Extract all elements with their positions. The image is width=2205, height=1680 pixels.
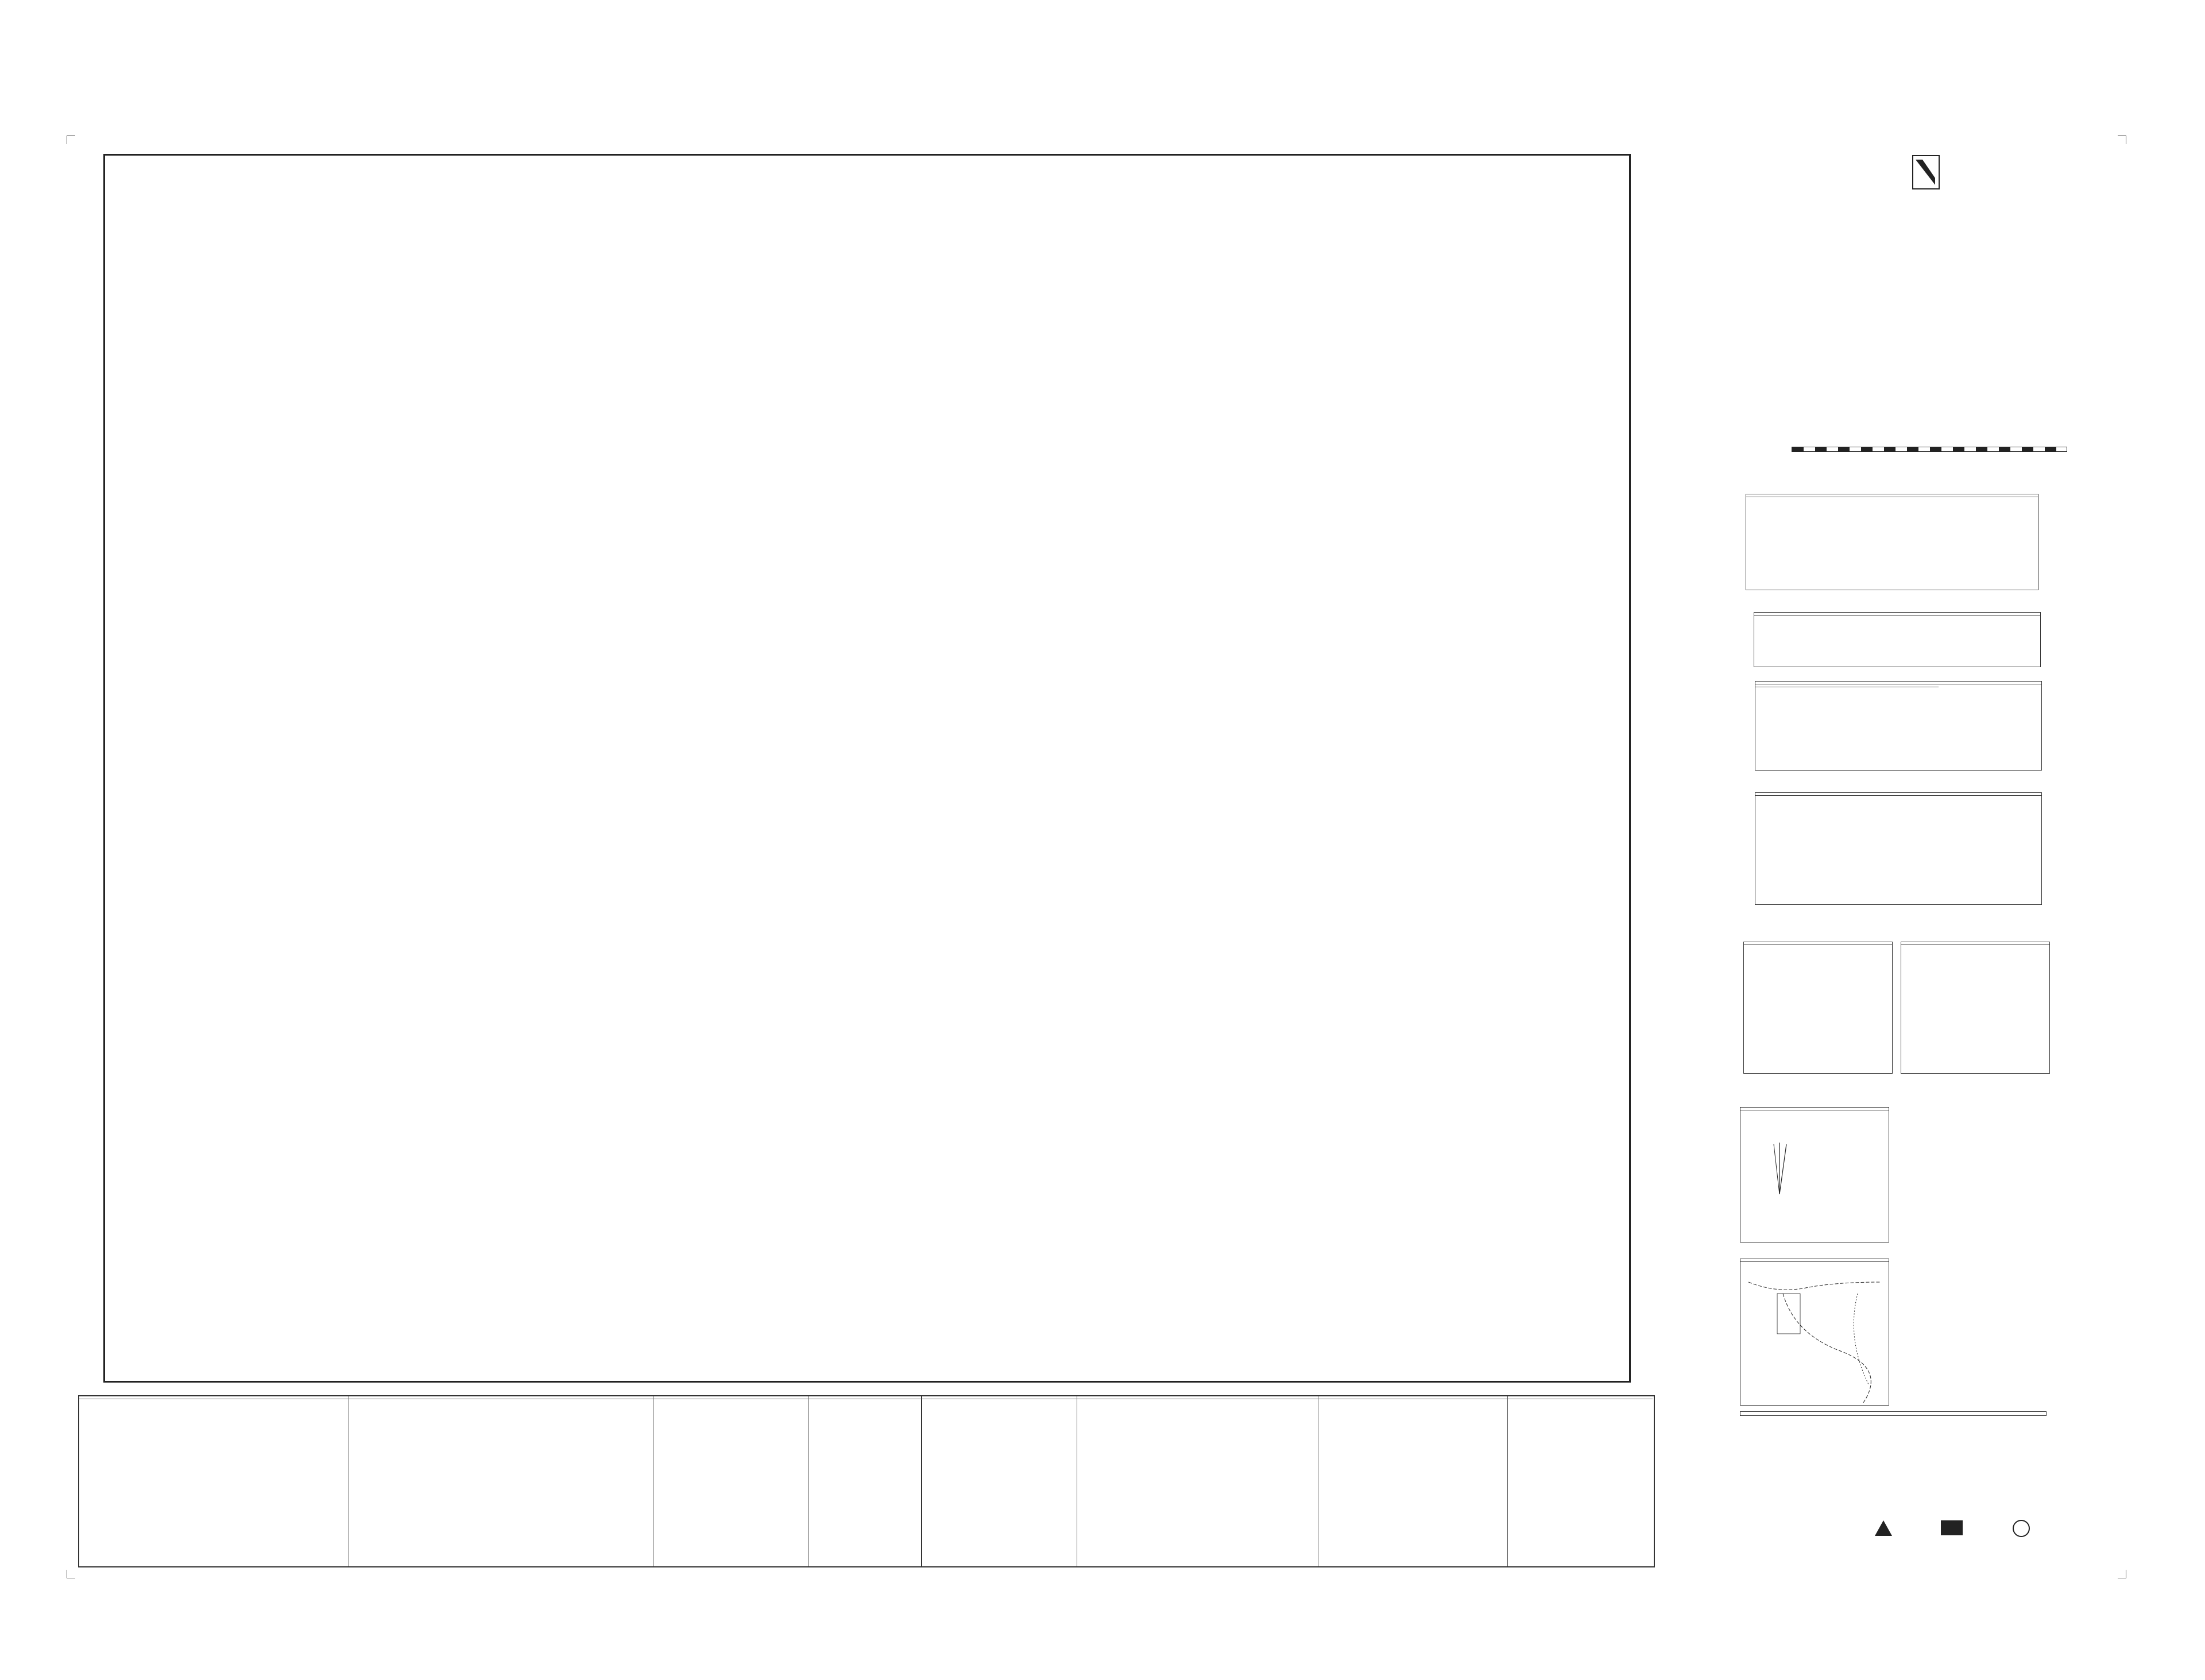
legend-idrografia [922,1396,1077,1566]
crop-mark-top-left [67,136,75,144]
crop-mark-bottom-left [67,1570,75,1578]
dati-informativi-panel [1746,494,2038,590]
declination-diagram [1757,1140,1808,1197]
limiti-panel [1740,1259,1889,1406]
costanti-panel [1754,612,2041,667]
coord-title [1755,793,2041,796]
legend [78,1395,922,1567]
topographic-map[interactable] [103,154,1631,1383]
legend-trasporti [79,1396,349,1566]
legend-head [653,1396,808,1399]
legend-head [1077,1396,1318,1399]
limiti-sketch [1743,1271,1886,1403]
legend-head [1508,1396,1653,1399]
contractor-logos [1872,1516,2061,1539]
legend-costruzioni [349,1396,653,1566]
crop-mark-bottom-right [2118,1570,2126,1578]
region-logo [1912,155,1940,189]
vertici-subtitle [1755,684,1939,687]
scale-bar [1792,446,2067,452]
legend-2 [922,1395,1655,1567]
crop-mark-top-right [2118,136,2126,144]
declinazione-panel [1740,1107,1889,1242]
legend-head [922,1396,1077,1399]
legend-punti [1508,1396,1653,1566]
legend-head [79,1396,349,1399]
legend-orografia [808,1396,923,1566]
coordinate-panel [1755,792,2042,905]
legend-head [349,1396,653,1399]
legend-confini [1318,1396,1508,1566]
situazione-50000-panel [1743,942,1893,1074]
attendibilita-box [1740,1411,2047,1416]
costanti-title [1754,613,2040,616]
declin-title [1740,1108,1889,1110]
legend-servizi [653,1396,808,1566]
legend-head [808,1396,923,1399]
legend-head [1318,1396,1507,1399]
situazione-10000-panel [1901,942,2050,1074]
legend-vegetazione [1077,1396,1318,1566]
vertici-panel [1755,681,2042,771]
limiti-title [1740,1259,1889,1262]
